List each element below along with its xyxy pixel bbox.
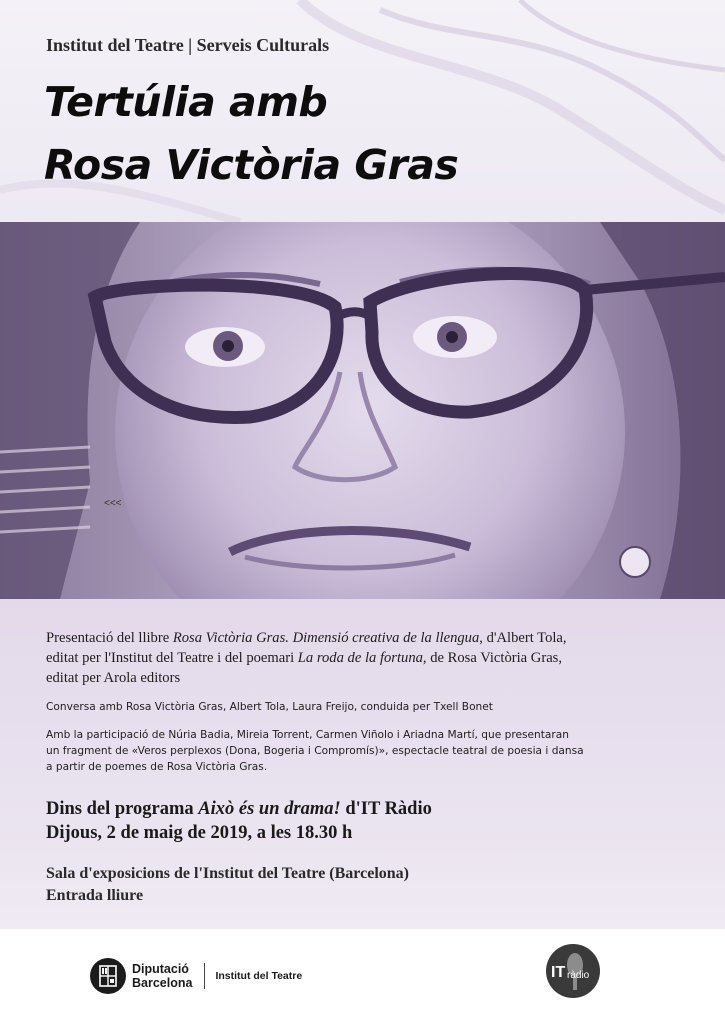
event-date: Dijous, 2 de maig de 2019, a les 18.30 h bbox=[46, 823, 353, 843]
book-title-1: Rosa Victòria Gras. Dimensió creativa de la llengua bbox=[172, 630, 480, 646]
diputacio-seal-icon bbox=[90, 958, 126, 994]
organization-header: Institut del Teatre | Serveis Culturals bbox=[46, 35, 330, 55]
venue-place: Sala d'exposicions de l'Institut del Teatre (Barcelona) bbox=[46, 865, 409, 882]
program-name: Això és un drama! bbox=[198, 799, 341, 819]
diputacio-name: Diputació Barcelona bbox=[132, 962, 193, 990]
title-line-1: Tertúlia amb bbox=[44, 78, 328, 126]
conversation-text: Conversa amb Rosa Victòria Gras, Albert Tola, Laura Freijo, conduida per Txell Bonet bbox=[46, 701, 493, 713]
portrait-photo bbox=[0, 222, 725, 599]
itradio-radio-text: ràdio bbox=[567, 970, 590, 981]
title-line-2: Rosa Victòria Gras bbox=[44, 141, 459, 189]
itradio-logo bbox=[545, 943, 601, 999]
participation-text: Amb la participació de Núria Badia, Mireia Torrent, Carmen Viñolo i Ariadna Martí, que presentaran un fragment de «Veros perplexos (Dona, Bogeria i Compromís)», espectacle teatral de poesia i dansa a partir de poemes de Rosa Victòria Gras. bbox=[46, 729, 584, 773]
institut-logo-text: Institut del Teatre bbox=[215, 970, 303, 982]
logo-divider bbox=[204, 963, 205, 989]
entry-note: Entrada lliure bbox=[46, 887, 144, 904]
arrow-marker: <<< bbox=[104, 498, 122, 509]
book-presentation-text: Presentació del llibre Rosa Victòria Gras. Dimensió creativa de la llengua, d'Albert Tola, editat per l'Institut del Teatre i del poemari La roda de la fortuna, de Rosa Victòria Gras, editat per Arola editors bbox=[46, 630, 567, 686]
program-info: Dins del programa Això és un drama! d'IT Ràdio Dijous, 2 de maig de 2019, a les 18.30 h bbox=[46, 799, 432, 843]
itradio-it-text: IT bbox=[551, 964, 566, 981]
book-title-2: La roda de la fortuna bbox=[297, 650, 423, 666]
venue-info bbox=[46, 863, 696, 907]
diputacio-logo bbox=[90, 958, 302, 994]
